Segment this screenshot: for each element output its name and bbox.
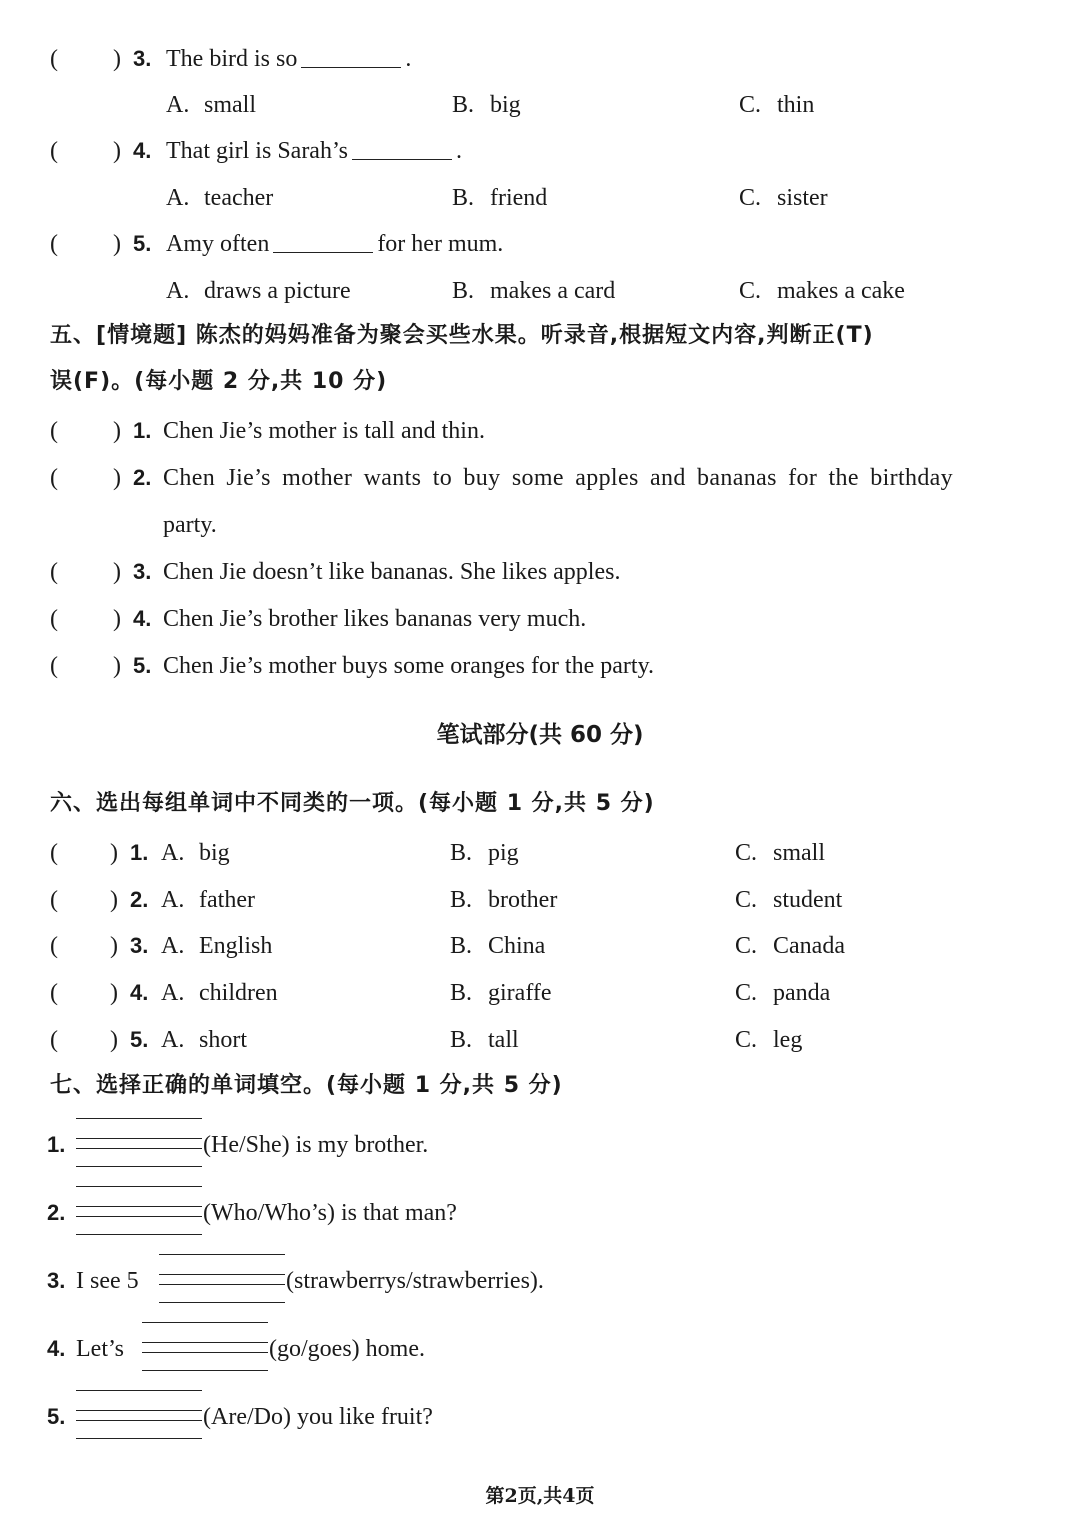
option-b <box>450 973 552 1013</box>
writing-line <box>76 1138 202 1139</box>
answer-paren-open: ( <box>50 840 58 866</box>
odd-one-out-row <box>0 833 1080 873</box>
option-letter: A. <box>161 980 185 1006</box>
option-text: children <box>199 980 278 1006</box>
option-text: pig <box>488 840 519 866</box>
question-number: 2. <box>133 465 152 490</box>
option-a <box>166 178 273 218</box>
question-stem <box>166 224 503 264</box>
question-number: 1. <box>130 840 149 865</box>
option-text: makes a cake <box>777 278 905 304</box>
answer-paren-close: ) <box>110 1027 118 1053</box>
option-c <box>735 880 842 920</box>
option-row <box>0 85 1080 125</box>
option-letter: C. <box>739 278 762 304</box>
odd-one-out-row <box>0 880 1080 920</box>
judge-statement: Chen Jie doesn’t like bananas. She likes apples. <box>163 559 621 585</box>
question-number: 4. <box>133 606 152 631</box>
writing-line <box>76 1216 202 1217</box>
writing-line <box>142 1352 268 1353</box>
answer-paren-close: ) <box>110 980 118 1006</box>
option-a <box>161 880 255 920</box>
question-number: 1. <box>133 418 152 443</box>
option-b <box>450 880 557 920</box>
option-letter: C. <box>739 185 762 211</box>
question-number: 4. <box>47 1336 66 1361</box>
option-b <box>452 178 547 218</box>
option-a <box>161 926 272 966</box>
option-text: sister <box>777 185 828 211</box>
question-stem <box>166 131 462 171</box>
option-a <box>161 973 278 1013</box>
scenario-tag: 情境题 <box>107 323 177 348</box>
answer-paren-open: ( <box>50 418 58 444</box>
question-number: 5. <box>130 1027 149 1052</box>
option-c <box>735 1020 802 1060</box>
question-number: 1. <box>47 1132 66 1157</box>
option-a <box>166 271 351 311</box>
answer-paren-open: ( <box>50 653 58 679</box>
option-b <box>450 1020 519 1060</box>
option-letter: C. <box>735 840 758 866</box>
judge-statement: Chen Jie’s brother likes bananas very much. <box>163 606 587 632</box>
writing-line <box>76 1166 202 1167</box>
option-letter: B. <box>452 278 475 304</box>
option-text: small <box>204 92 256 118</box>
heading-text: ] 陈杰的妈妈准备为聚会买些水果。听录音,根据短文内容,判断正(T) <box>176 323 874 348</box>
writing-line <box>159 1284 285 1285</box>
answer-paren-close: ) <box>113 465 121 491</box>
writing-line <box>142 1322 268 1323</box>
option-text: makes a card <box>490 278 616 304</box>
option-text: student <box>773 887 843 913</box>
writing-line <box>76 1206 202 1207</box>
writing-lines <box>76 1186 202 1246</box>
option-text: tall <box>488 1027 519 1053</box>
fill-sentence: (Who/Who’s) is that man? <box>203 1200 457 1226</box>
fill-sentence: (He/She) is my brother. <box>203 1132 429 1158</box>
option-letter: B. <box>450 980 473 1006</box>
writing-line <box>142 1370 268 1371</box>
option-letter: A. <box>166 185 190 211</box>
answer-paren-open: ( <box>50 138 58 164</box>
question-number: 2. <box>130 887 149 912</box>
odd-one-out-row <box>0 973 1080 1013</box>
stem-end: . <box>455 138 462 164</box>
judge-row <box>0 458 1080 498</box>
question-number: 4. <box>133 138 152 163</box>
option-text: leg <box>773 1027 803 1053</box>
odd-one-out-row <box>0 926 1080 966</box>
stem-text: Amy often <box>166 231 270 257</box>
judge-continuation <box>0 505 1080 545</box>
option-text: draws a picture <box>204 278 351 304</box>
writing-line <box>76 1438 202 1439</box>
writing-line <box>142 1342 268 1343</box>
option-letter: B. <box>452 185 475 211</box>
option-b <box>452 85 521 125</box>
answer-paren-close: ) <box>110 840 118 866</box>
odd-one-out-row <box>0 1020 1080 1060</box>
option-a <box>161 833 230 873</box>
answer-blank <box>273 226 373 253</box>
stem-end: for her mum. <box>377 231 504 257</box>
answer-paren-open: ( <box>50 933 58 959</box>
answer-paren-open: ( <box>50 231 58 257</box>
answer-blank <box>352 133 452 160</box>
answer-paren-open: ( <box>50 1027 58 1053</box>
question-number: 3. <box>130 933 149 958</box>
option-text: teacher <box>204 185 274 211</box>
writing-line <box>76 1118 202 1119</box>
fill-sentence: (strawberrys/strawberries). <box>286 1268 544 1294</box>
writing-line <box>76 1148 202 1149</box>
answer-paren-close: ) <box>110 887 118 913</box>
option-letter: A. <box>161 933 185 959</box>
question-number: 2. <box>47 1200 66 1225</box>
writing-line <box>76 1390 202 1391</box>
section-5-heading <box>50 316 874 356</box>
fill-sentence: (Are/Do) you like fruit? <box>203 1404 433 1430</box>
answer-paren-close: ) <box>113 46 121 72</box>
answer-paren-open: ( <box>50 606 58 632</box>
option-text: brother <box>488 887 558 913</box>
answer-paren-close: ) <box>113 418 121 444</box>
question-number: 5. <box>47 1404 66 1429</box>
answer-paren-open: ( <box>50 887 58 913</box>
option-letter: A. <box>166 278 190 304</box>
stem-text: That girl is Sarah’s <box>166 138 348 164</box>
option-letter: B. <box>450 840 473 866</box>
option-letter: B. <box>450 1027 473 1053</box>
question-number: 5. <box>133 653 152 678</box>
judge-statement-cont: party. <box>163 512 217 538</box>
question-row <box>0 39 1080 79</box>
option-c <box>739 85 814 125</box>
judge-row <box>0 646 1080 686</box>
judge-row <box>0 599 1080 639</box>
option-text: father <box>199 887 255 913</box>
page-footer: 第2页,共4页 <box>485 1485 595 1507</box>
option-c <box>739 178 828 218</box>
question-stem <box>166 39 411 79</box>
fill-prefix: I see 5 <box>76 1268 139 1294</box>
option-letter: B. <box>450 933 473 959</box>
option-text: big <box>199 840 230 866</box>
option-b <box>450 833 519 873</box>
option-letter: A. <box>161 887 185 913</box>
fill-sentence: (go/goes) home. <box>269 1336 425 1362</box>
writing-line <box>76 1186 202 1187</box>
answer-paren-open: ( <box>50 465 58 491</box>
option-b <box>450 926 545 966</box>
answer-blank <box>301 41 401 68</box>
writing-lines <box>159 1254 285 1314</box>
question-number: 3. <box>133 559 152 584</box>
writing-line <box>76 1234 202 1235</box>
answer-paren-open: ( <box>50 559 58 585</box>
written-part-title: 笔试部分(共 60 分) <box>436 722 644 748</box>
judge-statement: Chen Jie’s mother is tall and thin. <box>163 418 485 444</box>
option-a <box>161 1020 247 1060</box>
question-number: 5. <box>133 231 152 256</box>
option-letter: B. <box>450 887 473 913</box>
answer-paren-close: ) <box>110 933 118 959</box>
option-text: China <box>488 933 546 959</box>
answer-paren-close: ) <box>113 559 121 585</box>
option-c <box>735 926 845 966</box>
writing-line <box>76 1420 202 1421</box>
writing-lines <box>76 1390 202 1450</box>
stem-text: The bird is so <box>166 46 298 72</box>
option-text: English <box>199 933 273 959</box>
question-number: 4. <box>130 980 149 1005</box>
option-letter: A. <box>161 1027 185 1053</box>
stem-end: . <box>405 46 412 72</box>
option-row <box>0 271 1080 311</box>
question-row <box>0 224 1080 264</box>
section-5-heading-line2: 误(F)。(每小题 2 分,共 10 分) <box>50 369 388 394</box>
writing-line <box>76 1410 202 1411</box>
judge-row <box>0 552 1080 592</box>
answer-paren-open: ( <box>50 980 58 1006</box>
answer-paren-close: ) <box>113 138 121 164</box>
option-c <box>739 271 905 311</box>
fill-prefix: Let’s <box>76 1336 124 1362</box>
judge-statement: Chen Jie’s mother wants to buy some apples and bananas for the birthday <box>163 465 954 491</box>
judge-statement: Chen Jie’s mother buys some oranges for the party. <box>163 653 655 679</box>
answer-paren-close: ) <box>113 653 121 679</box>
writing-lines <box>76 1118 202 1178</box>
writing-line <box>159 1274 285 1275</box>
section-7-heading: 七、选择正确的单词填空。(每小题 1 分,共 5 分) <box>50 1073 563 1098</box>
option-letter: C. <box>735 980 758 1006</box>
option-text: Canada <box>773 933 845 959</box>
answer-paren-open: ( <box>50 46 58 72</box>
option-c <box>735 973 830 1013</box>
answer-paren-close: ) <box>113 231 121 257</box>
question-number: 3. <box>47 1268 66 1293</box>
writing-line <box>159 1302 285 1303</box>
option-text: short <box>199 1027 247 1053</box>
option-letter: C. <box>739 92 762 118</box>
option-text: big <box>490 92 521 118</box>
question-number: 3. <box>133 46 152 71</box>
judge-row <box>0 411 1080 451</box>
question-row <box>0 131 1080 171</box>
option-letter: B. <box>452 92 475 118</box>
option-letter: A. <box>161 840 185 866</box>
heading-prefix: 五、[ <box>50 323 108 348</box>
option-letter: A. <box>166 92 190 118</box>
option-text: small <box>773 840 825 866</box>
option-c <box>735 833 825 873</box>
option-row <box>0 178 1080 218</box>
option-text: giraffe <box>488 980 552 1006</box>
answer-paren-close: ) <box>113 606 121 632</box>
option-b <box>452 271 615 311</box>
option-a <box>166 85 256 125</box>
option-letter: C. <box>735 887 758 913</box>
option-text: panda <box>773 980 831 1006</box>
option-letter: C. <box>735 933 758 959</box>
writing-lines <box>142 1322 268 1382</box>
section-6-heading: 六、选出每组单词中不同类的一项。(每小题 1 分,共 5 分) <box>50 791 655 816</box>
writing-line <box>159 1254 285 1255</box>
option-letter: C. <box>735 1027 758 1053</box>
option-text: thin <box>777 92 815 118</box>
option-text: friend <box>490 185 548 211</box>
